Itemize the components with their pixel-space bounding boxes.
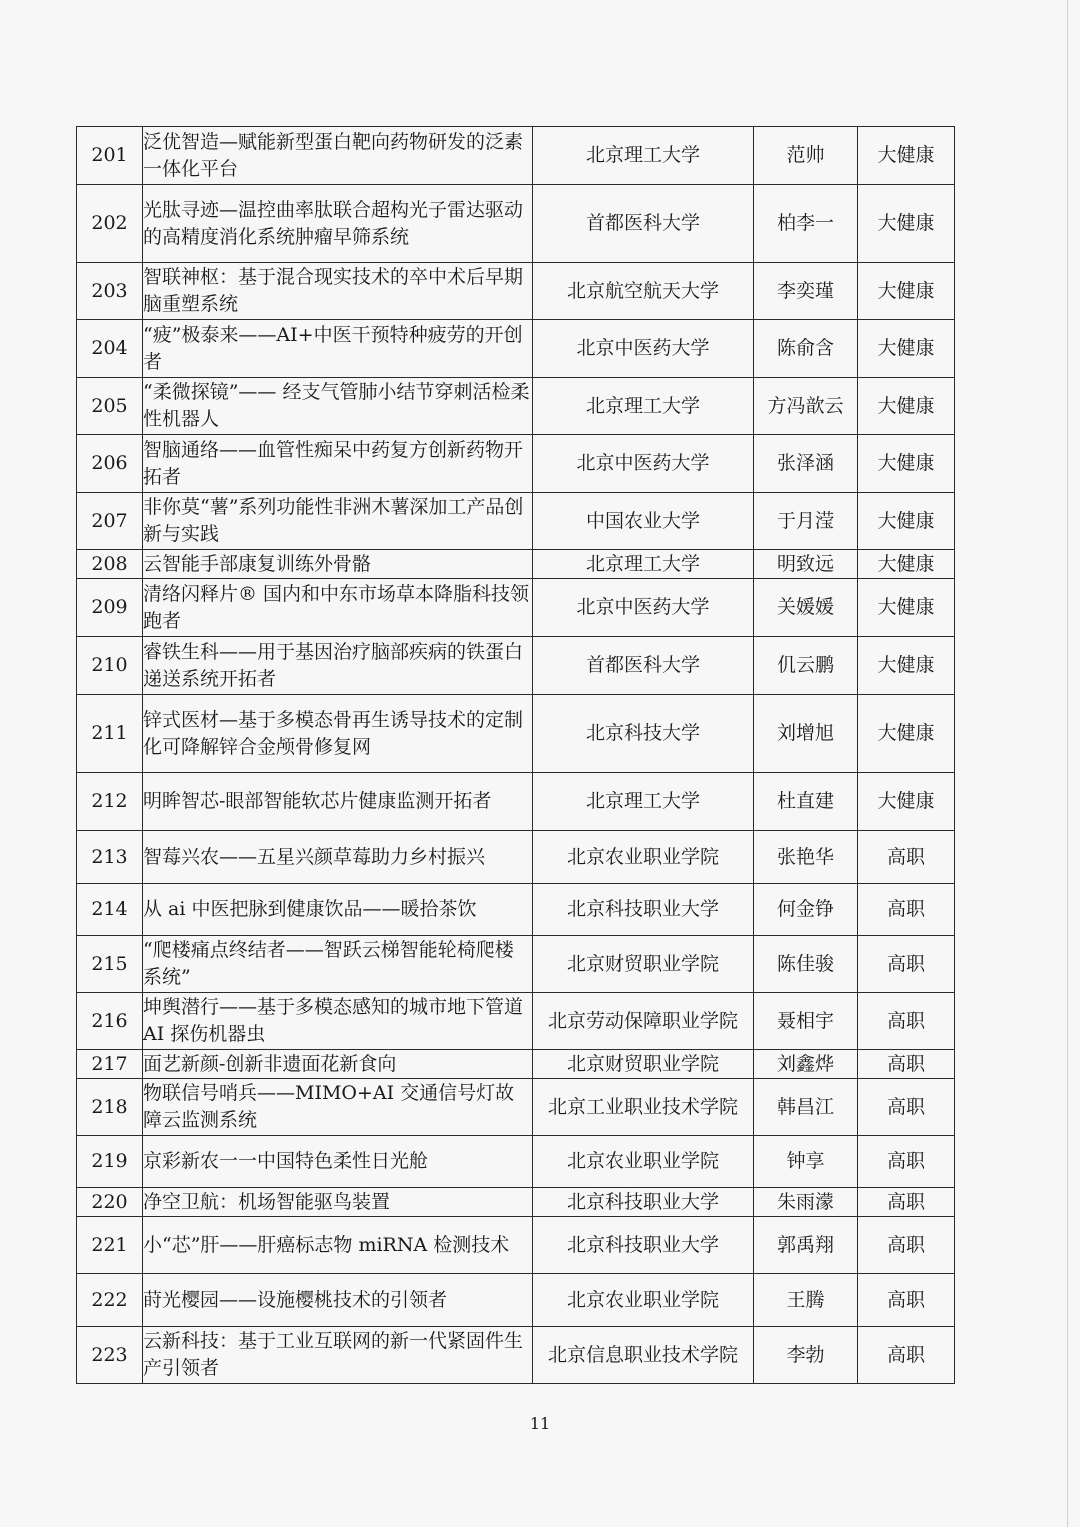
university-name: 北京中医药大学: [533, 435, 754, 493]
table-row: [77, 993, 955, 1050]
track-category: 大健康: [858, 378, 955, 435]
page-number: 11: [529, 1414, 551, 1433]
track-category: 高职: [858, 1050, 955, 1079]
track-category: 高职: [858, 936, 955, 993]
table-row: [77, 637, 955, 695]
table-row: [77, 378, 955, 435]
project-title: 云智能手部康复训练外骨骼: [143, 550, 533, 579]
leader-name: 柏李一: [754, 185, 858, 263]
university-name: 北京科技职业大学: [533, 1188, 754, 1217]
table-row: [77, 1217, 955, 1274]
leader-name: 王腾: [754, 1274, 858, 1327]
table-row: [77, 435, 955, 493]
project-title: 坤舆潜行——基于多模态感知的城市地下管道 AI 探伤机器虫: [143, 993, 533, 1050]
table-row: [77, 1136, 955, 1188]
university-name: 北京科技大学: [533, 695, 754, 773]
leader-name: 陈佳骏: [754, 936, 858, 993]
university-name: 北京航空航天大学: [533, 263, 754, 320]
project-title: 清络闪释片® 国内和中东市场草本降脂科技领跑者: [143, 579, 533, 637]
university-name: 北京理工大学: [533, 378, 754, 435]
project-title: 面艺新颜-创新非遗面花新食向: [143, 1050, 533, 1079]
row-number: 220: [77, 1188, 143, 1217]
table-row: [77, 579, 955, 637]
university-name: 北京理工大学: [533, 550, 754, 579]
track-category: 大健康: [858, 773, 955, 831]
leader-name: 刘鑫烨: [754, 1050, 858, 1079]
table-row: [77, 1188, 955, 1217]
row-number: 202: [77, 185, 143, 263]
leader-name: 范帅: [754, 127, 858, 185]
row-number: 217: [77, 1050, 143, 1079]
leader-name: 于月滢: [754, 493, 858, 550]
project-title: 智联神枢：基于混合现实技术的卒中术后早期脑重塑系统: [143, 263, 533, 320]
leader-name: 韩昌江: [754, 1079, 858, 1136]
scan-page-edge: [1067, 0, 1068, 1527]
university-name: 北京财贸职业学院: [533, 1050, 754, 1079]
project-title: 光肽寻迹—温控曲率肽联合超构光子雷达驱动的高精度消化系统肿瘤早筛系统: [143, 185, 533, 263]
row-number: 208: [77, 550, 143, 579]
project-roster-table: [76, 126, 955, 1384]
track-category: 大健康: [858, 127, 955, 185]
track-category: 高职: [858, 1327, 955, 1384]
university-name: 北京中医药大学: [533, 579, 754, 637]
project-title: 小“芯”肝——肝癌标志物 miRNA 检测技术: [143, 1217, 533, 1274]
track-category: 大健康: [858, 550, 955, 579]
leader-name: 关媛媛: [754, 579, 858, 637]
project-title: 京彩新农一一中国特色柔性日光舱: [143, 1136, 533, 1188]
table-row: [77, 773, 955, 831]
leader-name: 郭禹翔: [754, 1217, 858, 1274]
table-row: [77, 1079, 955, 1136]
table-row: [77, 1274, 955, 1327]
track-category: 大健康: [858, 185, 955, 263]
project-title: 睿铁生科——用于基因治疗脑部疾病的铁蛋白递送系统开拓者: [143, 637, 533, 695]
track-category: 高职: [858, 1136, 955, 1188]
project-title: 从 ai 中医把脉到健康饮品——暖拾茶饮: [143, 884, 533, 936]
university-name: 北京财贸职业学院: [533, 936, 754, 993]
project-title: “疲”极泰来——AI+中医干预特种疲劳的开创者: [143, 320, 533, 378]
table-row: [77, 185, 955, 263]
leader-name: 李勃: [754, 1327, 858, 1384]
university-name: 北京农业职业学院: [533, 831, 754, 884]
row-number: 215: [77, 936, 143, 993]
row-number: 216: [77, 993, 143, 1050]
leader-name: 何金铮: [754, 884, 858, 936]
track-category: 大健康: [858, 263, 955, 320]
leader-name: 杜直建: [754, 773, 858, 831]
university-name: 北京理工大学: [533, 127, 754, 185]
project-title: 非你莫“薯”系列功能性非洲木薯深加工产品创新与实践: [143, 493, 533, 550]
row-number: 218: [77, 1079, 143, 1136]
university-name: 首都医科大学: [533, 185, 754, 263]
leader-name: 陈俞含: [754, 320, 858, 378]
university-name: 首都医科大学: [533, 637, 754, 695]
track-category: 高职: [858, 1274, 955, 1327]
leader-name: 刘增旭: [754, 695, 858, 773]
project-title: 莳光樱园——设施樱桃技术的引领者: [143, 1274, 533, 1327]
university-name: 北京理工大学: [533, 773, 754, 831]
table-row: [77, 831, 955, 884]
track-category: 大健康: [858, 493, 955, 550]
university-name: 北京中医药大学: [533, 320, 754, 378]
project-title: 泛优智造—赋能新型蛋白靶向药物研发的泛素一体化平台: [143, 127, 533, 185]
row-number: 203: [77, 263, 143, 320]
table-row: [77, 936, 955, 993]
leader-name: 方冯歆云: [754, 378, 858, 435]
track-category: 高职: [858, 1188, 955, 1217]
table-row: [77, 884, 955, 936]
row-number: 212: [77, 773, 143, 831]
row-number: 204: [77, 320, 143, 378]
project-title: 云新科技：基于工业互联网的新一代紧固件生产引领者: [143, 1327, 533, 1384]
row-number: 222: [77, 1274, 143, 1327]
track-category: 高职: [858, 1079, 955, 1136]
table-row: [77, 1327, 955, 1384]
university-name: 北京科技职业大学: [533, 884, 754, 936]
project-title: 净空卫航：机场智能驱鸟装置: [143, 1188, 533, 1217]
university-name: 北京农业职业学院: [533, 1136, 754, 1188]
row-number: 209: [77, 579, 143, 637]
row-number: 207: [77, 493, 143, 550]
project-title: 明眸智芯-眼部智能软芯片健康监测开拓者: [143, 773, 533, 831]
track-category: 高职: [858, 1217, 955, 1274]
university-name: 北京农业职业学院: [533, 1274, 754, 1327]
university-name: 北京劳动保障职业学院: [533, 993, 754, 1050]
row-number: 210: [77, 637, 143, 695]
project-title: “爬楼痛点终结者——智跃云梯智能轮椅爬楼系统”: [143, 936, 533, 993]
track-category: 高职: [858, 884, 955, 936]
track-category: 高职: [858, 993, 955, 1050]
project-title: 锌式医材—基于多模态骨再生诱导技术的定制化可降解锌合金颅骨修复网: [143, 695, 533, 773]
track-category: 大健康: [858, 637, 955, 695]
university-name: 北京科技职业大学: [533, 1217, 754, 1274]
university-name: 北京信息职业技术学院: [533, 1327, 754, 1384]
leader-name: 朱雨濛: [754, 1188, 858, 1217]
row-number: 214: [77, 884, 143, 936]
table-row: [77, 695, 955, 773]
table-row: [77, 1050, 955, 1079]
university-name: 北京工业职业技术学院: [533, 1079, 754, 1136]
leader-name: 李奕瑾: [754, 263, 858, 320]
row-number: 219: [77, 1136, 143, 1188]
row-number: 223: [77, 1327, 143, 1384]
project-title: 物联信号哨兵——MIMO+AI 交通信号灯故障云监测系统: [143, 1079, 533, 1136]
track-category: 高职: [858, 831, 955, 884]
project-title: 智脑通络——血管性痴呆中药复方创新药物开拓者: [143, 435, 533, 493]
row-number: 206: [77, 435, 143, 493]
table-row: [77, 550, 955, 579]
track-category: 大健康: [858, 435, 955, 493]
table-row: [77, 493, 955, 550]
table-row: [77, 263, 955, 320]
leader-name: 钟享: [754, 1136, 858, 1188]
leader-name: 仉云鹏: [754, 637, 858, 695]
row-number: 201: [77, 127, 143, 185]
project-title: 智莓兴农——五星兴颜草莓助力乡村振兴: [143, 831, 533, 884]
leader-name: 张泽涵: [754, 435, 858, 493]
track-category: 大健康: [858, 695, 955, 773]
row-number: 205: [77, 378, 143, 435]
leader-name: 明致远: [754, 550, 858, 579]
project-title: “柔微探镜”—— 经支气管肺小结节穿刺活检柔性机器人: [143, 378, 533, 435]
table-row: [77, 127, 955, 185]
track-category: 大健康: [858, 320, 955, 378]
roster-body: [77, 127, 955, 1384]
university-name: 中国农业大学: [533, 493, 754, 550]
row-number: 213: [77, 831, 143, 884]
table-row: [77, 320, 955, 378]
track-category: 大健康: [858, 579, 955, 637]
leader-name: 聂相宇: [754, 993, 858, 1050]
row-number: 211: [77, 695, 143, 773]
row-number: 221: [77, 1217, 143, 1274]
leader-name: 张艳华: [754, 831, 858, 884]
